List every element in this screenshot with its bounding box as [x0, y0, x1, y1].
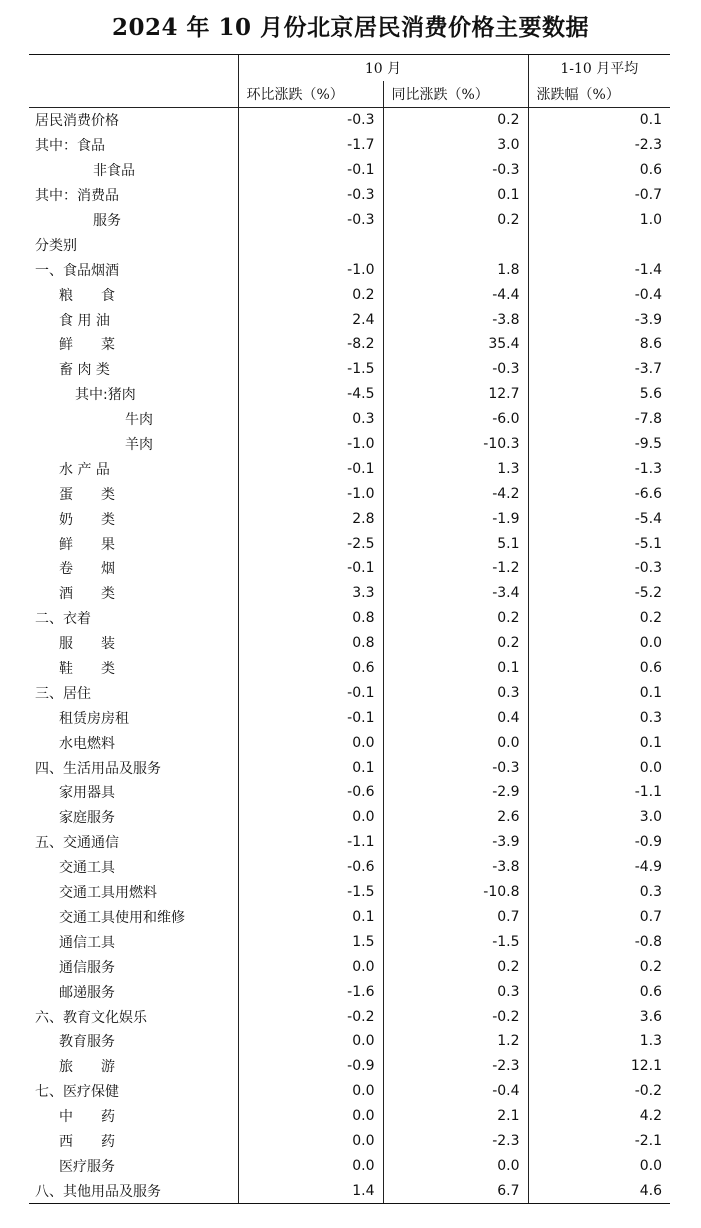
row-label: 通信服务	[59, 959, 115, 976]
table-row	[29, 1104, 670, 1129]
table-row	[29, 606, 670, 631]
row-label: 教育服务	[59, 1034, 115, 1051]
cell-mom: 0.0	[238, 730, 383, 755]
cell-yoy: -1.9	[383, 506, 528, 531]
cell-avg: -5.4	[528, 506, 670, 531]
table-row	[29, 954, 670, 979]
cell-yoy: -2.3	[383, 1129, 528, 1154]
cell-yoy: 0.2	[383, 208, 528, 233]
header-mom: 环比涨跌（%）	[238, 81, 383, 108]
cell-yoy: -4.4	[383, 282, 528, 307]
cell-yoy: 0.1	[383, 656, 528, 681]
row-label: 卷 烟	[59, 561, 115, 578]
table-row	[29, 332, 670, 357]
cell-mom: 0.6	[238, 656, 383, 681]
cell-mom: 2.4	[238, 307, 383, 332]
cell-yoy: -0.3	[383, 755, 528, 780]
header-blank	[29, 55, 238, 82]
cell-yoy: 0.0	[383, 730, 528, 755]
cell-yoy: -3.4	[383, 581, 528, 606]
table-header	[29, 55, 670, 108]
cell-yoy: 0.2	[383, 606, 528, 631]
cell-yoy: 0.3	[383, 979, 528, 1004]
cell-avg: 4.2	[528, 1104, 670, 1129]
table-row	[29, 282, 670, 307]
row-label: 一、食品烟酒	[35, 262, 119, 279]
cell-yoy: -0.2	[383, 1004, 528, 1029]
table-row	[29, 257, 670, 282]
table-row	[29, 805, 670, 830]
cell-yoy: -1.2	[383, 556, 528, 581]
table-row	[29, 481, 670, 506]
cell-mom: -1.5	[238, 880, 383, 905]
row-label: 交通工具用燃料	[59, 885, 157, 902]
cell-avg: -0.2	[528, 1079, 670, 1104]
row-label: 分类别	[35, 237, 77, 254]
cell-yoy: 2.1	[383, 1104, 528, 1129]
cell-avg: -5.1	[528, 531, 670, 556]
table-row	[29, 407, 670, 432]
cell-avg: 0.2	[528, 954, 670, 979]
cell-avg: -0.4	[528, 282, 670, 307]
row-label: 旅 游	[59, 1059, 115, 1076]
table-row	[29, 1129, 670, 1154]
cell-mom: -0.9	[238, 1054, 383, 1079]
cell-yoy: 35.4	[383, 332, 528, 357]
cell-avg: 0.6	[528, 656, 670, 681]
cell-mom: -2.5	[238, 531, 383, 556]
cell-avg: -5.2	[528, 581, 670, 606]
cell-mom: -1.0	[238, 432, 383, 457]
table-row	[29, 656, 670, 681]
cell-mom: 0.0	[238, 1104, 383, 1129]
cell-mom: 0.0	[238, 1029, 383, 1054]
row-label: 中 药	[59, 1109, 115, 1126]
cell-yoy: 2.6	[383, 805, 528, 830]
cell-yoy: -2.3	[383, 1054, 528, 1079]
row-label: 家用器具	[59, 785, 115, 802]
cell-yoy: 0.2	[383, 631, 528, 656]
row-label: 五、交通通信	[35, 835, 119, 852]
cell-avg: -3.7	[528, 357, 670, 382]
cell-avg: -7.8	[528, 407, 670, 432]
row-label: 西 药	[59, 1133, 115, 1150]
row-label: 奶 类	[59, 511, 115, 528]
cell-avg: 0.3	[528, 880, 670, 905]
cell-mom: -1.5	[238, 357, 383, 382]
row-label: 羊肉	[125, 437, 153, 454]
table-row	[29, 506, 670, 531]
table-row	[29, 730, 670, 755]
row-label: 其中：食品	[35, 138, 105, 155]
cell-mom: 1.5	[238, 929, 383, 954]
table-row	[29, 432, 670, 457]
cell-avg: 0.1	[528, 680, 670, 705]
cell-avg: 0.0	[528, 631, 670, 656]
cell-avg: 0.3	[528, 705, 670, 730]
cell-yoy: 0.4	[383, 705, 528, 730]
cell-mom: 0.0	[238, 1153, 383, 1178]
row-label: 水 产 品	[59, 461, 110, 478]
row-label: 医疗服务	[59, 1158, 115, 1175]
cell-yoy: 0.3	[383, 680, 528, 705]
cell-mom: 0.0	[238, 1129, 383, 1154]
cell-yoy: -10.3	[383, 432, 528, 457]
cell-yoy: -0.4	[383, 1079, 528, 1104]
cell-avg: -1.1	[528, 780, 670, 805]
table-row	[29, 158, 670, 183]
row-label: 通信工具	[59, 934, 115, 951]
cell-yoy: -1.5	[383, 929, 528, 954]
cell-mom: -0.6	[238, 780, 383, 805]
cell-yoy: 0.2	[383, 954, 528, 979]
table-row	[29, 979, 670, 1004]
cell-yoy: -2.9	[383, 780, 528, 805]
cell-yoy: 0.7	[383, 905, 528, 930]
cell-yoy	[383, 232, 528, 257]
cell-yoy: 5.1	[383, 531, 528, 556]
cell-yoy: 0.2	[383, 108, 528, 133]
cell-yoy: 0.0	[383, 1153, 528, 1178]
cell-yoy: 1.8	[383, 257, 528, 282]
header-group-oct: 10 月	[238, 55, 528, 82]
row-label: 家庭服务	[59, 810, 115, 827]
cell-avg: 0.6	[528, 979, 670, 1004]
row-label: 水电燃料	[59, 735, 115, 752]
cell-avg: 0.6	[528, 158, 670, 183]
cell-avg: 5.6	[528, 382, 670, 407]
table-row	[29, 232, 670, 257]
cell-avg: 8.6	[528, 332, 670, 357]
row-label: 邮递服务	[59, 984, 115, 1001]
row-label: 酒 类	[59, 586, 115, 603]
cell-avg: 0.1	[528, 108, 670, 133]
table-row	[29, 755, 670, 780]
cell-avg: -9.5	[528, 432, 670, 457]
cell-mom: -0.1	[238, 705, 383, 730]
row-label: 居民消费价格	[35, 113, 119, 130]
row-label: 服务	[93, 213, 121, 229]
cell-yoy: 0.1	[383, 183, 528, 208]
header-group-avg: 1-10 月平均	[528, 55, 670, 82]
cell-avg: 4.6	[528, 1178, 670, 1203]
row-label: 交通工具使用和维修	[59, 909, 185, 926]
table-row	[29, 929, 670, 954]
cell-mom: -1.0	[238, 481, 383, 506]
row-label: 租赁房房租	[59, 710, 129, 727]
table-row	[29, 183, 670, 208]
table-row	[29, 1079, 670, 1104]
cell-mom: 0.0	[238, 805, 383, 830]
cell-avg: 1.3	[528, 1029, 670, 1054]
cell-mom: -4.5	[238, 382, 383, 407]
row-label: 其中:猪肉	[75, 387, 136, 404]
cell-mom: -1.6	[238, 979, 383, 1004]
table-row	[29, 1178, 670, 1203]
row-label: 其中：消费品	[35, 188, 119, 205]
table-row	[29, 1029, 670, 1054]
row-label: 牛肉	[125, 412, 153, 429]
cell-mom: -1.7	[238, 133, 383, 158]
cell-yoy: -0.3	[383, 158, 528, 183]
table-row	[29, 905, 670, 930]
row-label: 三、居住	[35, 685, 91, 702]
cell-mom: -1.1	[238, 830, 383, 855]
cell-avg: 1.0	[528, 208, 670, 233]
row-label: 服 装	[59, 636, 115, 653]
cell-mom	[238, 232, 383, 257]
cell-avg: 0.0	[528, 755, 670, 780]
row-label: 鲜 果	[59, 536, 115, 553]
cell-mom: 0.0	[238, 1079, 383, 1104]
cell-yoy: -6.0	[383, 407, 528, 432]
cell-avg: -1.4	[528, 257, 670, 282]
table-row	[29, 631, 670, 656]
table-row	[29, 705, 670, 730]
row-label: 八、其他用品及服务	[29, 1178, 238, 1203]
cell-avg: -0.7	[528, 183, 670, 208]
cell-mom: -0.1	[238, 158, 383, 183]
row-label: 二、衣着	[35, 611, 91, 628]
cell-mom: 0.1	[238, 755, 383, 780]
page-title: 2024 年 10 月份北京居民消费价格主要数据	[111, 14, 590, 41]
cell-mom: -0.3	[238, 108, 383, 133]
cell-yoy: -3.8	[383, 307, 528, 332]
table-row	[29, 307, 670, 332]
table-row	[29, 1054, 670, 1079]
cell-yoy: -3.9	[383, 830, 528, 855]
cell-yoy: -4.2	[383, 481, 528, 506]
cell-yoy: 1.2	[383, 1029, 528, 1054]
cell-avg: -4.9	[528, 855, 670, 880]
cell-avg: -1.3	[528, 456, 670, 481]
table-row	[29, 108, 670, 133]
row-label: 交通工具	[59, 860, 115, 877]
cell-avg: -3.9	[528, 307, 670, 332]
table-row	[29, 880, 670, 905]
cell-mom: 0.1	[238, 905, 383, 930]
table-row	[29, 208, 670, 233]
table-row	[29, 382, 670, 407]
cell-mom: 0.2	[238, 282, 383, 307]
cell-avg: 0.7	[528, 905, 670, 930]
cell-avg: -0.8	[528, 929, 670, 954]
row-label: 六、教育文化娱乐	[35, 1009, 147, 1026]
cell-mom: -0.1	[238, 680, 383, 705]
cell-yoy: -3.8	[383, 855, 528, 880]
cell-avg: -0.3	[528, 556, 670, 581]
cell-mom: -0.6	[238, 855, 383, 880]
header-yoy: 同比涨跌（%）	[383, 81, 528, 108]
cell-yoy: 1.3	[383, 456, 528, 481]
table-row	[29, 581, 670, 606]
row-label: 四、生活用品及服务	[35, 760, 161, 777]
cell-yoy: 12.7	[383, 382, 528, 407]
table-row	[29, 456, 670, 481]
table-row	[29, 855, 670, 880]
table-row	[29, 1153, 670, 1178]
cell-mom: -1.0	[238, 257, 383, 282]
row-label: 食 用 油	[59, 312, 110, 329]
table-row	[29, 780, 670, 805]
table-row	[29, 133, 670, 158]
table-row	[29, 1004, 670, 1029]
cell-avg: -0.9	[528, 830, 670, 855]
cpi-table	[29, 54, 670, 1204]
cell-mom: -0.1	[238, 556, 383, 581]
cell-mom: -0.2	[238, 1004, 383, 1029]
cell-yoy: -0.3	[383, 357, 528, 382]
table-row	[29, 556, 670, 581]
cell-mom: 0.8	[238, 631, 383, 656]
cell-mom: -0.3	[238, 208, 383, 233]
cell-mom: -0.1	[238, 456, 383, 481]
table-row	[29, 680, 670, 705]
cell-avg: 0.2	[528, 606, 670, 631]
cell-avg: -2.3	[528, 133, 670, 158]
cell-yoy: 6.7	[383, 1178, 528, 1203]
cell-mom: 0.8	[238, 606, 383, 631]
cell-yoy: 3.0	[383, 133, 528, 158]
table-row	[29, 531, 670, 556]
cell-mom: 2.8	[238, 506, 383, 531]
table-row	[29, 357, 670, 382]
header-avg: 涨跌幅（%）	[528, 81, 670, 108]
table-body	[29, 108, 670, 1204]
row-label: 畜 肉 类	[59, 362, 110, 379]
cell-mom: 0.0	[238, 954, 383, 979]
cell-mom: 0.3	[238, 407, 383, 432]
cell-avg: -6.6	[528, 481, 670, 506]
cell-mom: 1.4	[238, 1178, 383, 1203]
cell-avg: -2.1	[528, 1129, 670, 1154]
row-label: 七、医疗保健	[35, 1084, 119, 1101]
cell-mom: 3.3	[238, 581, 383, 606]
row-label: 鲜 菜	[59, 337, 115, 354]
row-label: 粮 食	[59, 287, 115, 304]
table-row	[29, 830, 670, 855]
row-label: 蛋 类	[59, 486, 115, 503]
cell-avg: 0.1	[528, 730, 670, 755]
cell-mom: -8.2	[238, 332, 383, 357]
header-blank-2	[29, 81, 238, 108]
cell-avg: 3.6	[528, 1004, 670, 1029]
cell-avg: 12.1	[528, 1054, 670, 1079]
cell-yoy: -10.8	[383, 880, 528, 905]
cell-avg: 3.0	[528, 805, 670, 830]
cell-avg	[528, 232, 670, 257]
cell-mom: -0.3	[238, 183, 383, 208]
row-label: 非食品	[93, 163, 135, 180]
row-label: 鞋 类	[59, 661, 115, 678]
cell-avg: 0.0	[528, 1153, 670, 1178]
